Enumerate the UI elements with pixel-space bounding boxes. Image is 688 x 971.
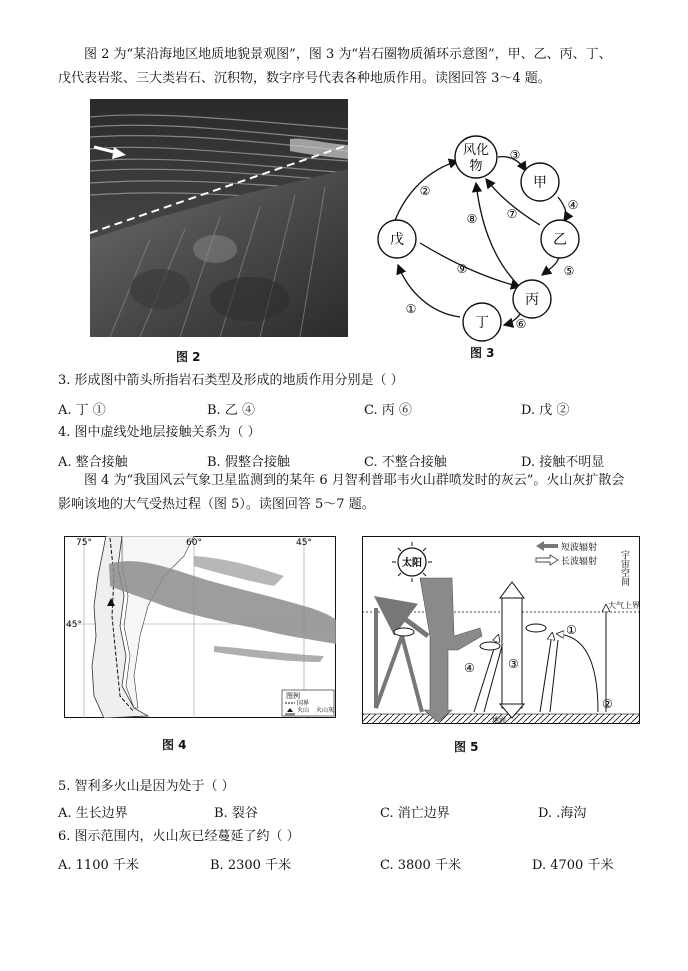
arrow-label-7: ⑦ [506,207,518,221]
question-4-option-b: B. 假整合接触 [207,455,290,470]
space-label: 宇宙空间 [619,550,629,586]
node-fenghua-bottom: 物 [469,159,483,174]
lat-label-45: 45° [66,620,82,630]
intro2-line2: 影响该地的大气受热过程（图 5）。读图回答 5～7 题。 [58,497,375,512]
question-5-stem: 5. 智利多火山是因为处于（ ） [58,779,235,794]
svg-text:火山灰: 火山灰 [316,707,335,714]
arrow-label-9: ⑨ [456,262,468,276]
question-3-option-b: B. 乙 ④ [207,403,255,418]
arrow-label-8: ⑧ [466,212,478,226]
figure-3-rock-cycle [370,127,590,343]
svg-text:图例: 图例 [286,692,300,700]
node-wu: 戊 [390,232,404,248]
question-6-option-c: C. 3800 千米 [380,858,461,873]
question-3-option-d: D. 戊 ② [521,403,570,418]
question-4-option-a: A. 整合接触 [58,455,128,470]
figure-2-caption: 图 2 [176,350,201,364]
question-5-option-d: D. .海沟 [538,806,587,821]
question-4-stem: 4. 图中虚线处地层接触关系为（ ） [58,425,261,440]
figure-5-heating-diagram [362,536,640,724]
lon-label-60: 60° [186,538,202,548]
svg-text:国界: 国界 [297,700,310,707]
question-6-option-b: B. 2300 千米 [210,858,292,873]
arrow-label-4: ④ [567,198,579,212]
arrow-label-3: ③ [509,148,521,162]
svg-text:长波辐射: 长波辐射 [561,557,598,567]
node-yi: 乙 [553,232,567,248]
label-2: ② [602,697,613,711]
figure-2-photo [90,99,348,337]
question-5-option-b: B. 裂谷 [214,806,258,821]
label-4: ④ [464,661,475,675]
question-4-option-c: C. 不整合接触 [364,455,447,470]
question-5-option-c: C. 消亡边界 [380,806,450,821]
sun-label: 太阳 [402,558,422,569]
arrow-label-6: ⑥ [515,317,527,331]
question-6-stem: 6. 图示范围内，火山灰已经蔓延了约（ ） [58,829,300,844]
arrow-label-5: ⑤ [563,264,575,278]
question-3-stem: 3. 形成图中箭头所指岩石类型及形成的地质作用分别是（ ） [58,373,404,388]
label-1: ① [566,623,577,637]
question-3-option-c: C. 丙 ⑥ [364,403,412,418]
node-fenghua-top: 风化 [462,143,490,158]
figure-4-caption: 图 4 [162,738,187,752]
node-bing: 丙 [525,292,539,308]
arrow-label-2: ② [419,184,431,198]
figure-3-caption: 图 3 [470,346,495,360]
node-jia: 甲 [533,175,547,191]
question-4-option-d: D. 接触不明显 [521,455,605,470]
ground-label: 地面 [492,716,506,724]
svg-text:火山: 火山 [297,707,310,714]
lon-label-45: 45° [296,538,312,548]
figure-4-legend [282,690,334,716]
label-3: ③ [508,657,519,671]
intro-paragraph-line1: 图 2 为“某沿海地区地质地貌景观图”，图 3 为“岩石圈物质循环示意图”，甲、乙、丙、丁、 [84,47,612,62]
question-6-option-a: A. 1100 千米 [58,858,139,873]
question-5-option-a: A. 生长边界 [58,806,128,821]
question-6-option-d: D. 4700 千米 [532,858,614,873]
intro-paragraph-line2: 戊代表岩浆、三大类岩石、沉积物，数字序号代表各种地质作用。读图回答 3～4 题。 [58,71,551,86]
figure-4-map [64,536,336,718]
svg-text:短波辐射: 短波辐射 [561,543,598,553]
intro2-line1: 图 4 为“我国风云气象卫星监测到的某年 6 月智利普耶韦火山群喷发时的灰云”。火山灰扩散会 [84,473,625,488]
node-ding: 丁 [475,315,489,331]
arrow-label-1: ① [405,302,417,316]
lon-label-75: 75° [76,538,92,548]
upper-bound-label: 大气上界 [608,601,640,610]
question-3-option-a: A. 丁 ① [58,403,106,418]
figure-5-caption: 图 5 [454,740,479,754]
